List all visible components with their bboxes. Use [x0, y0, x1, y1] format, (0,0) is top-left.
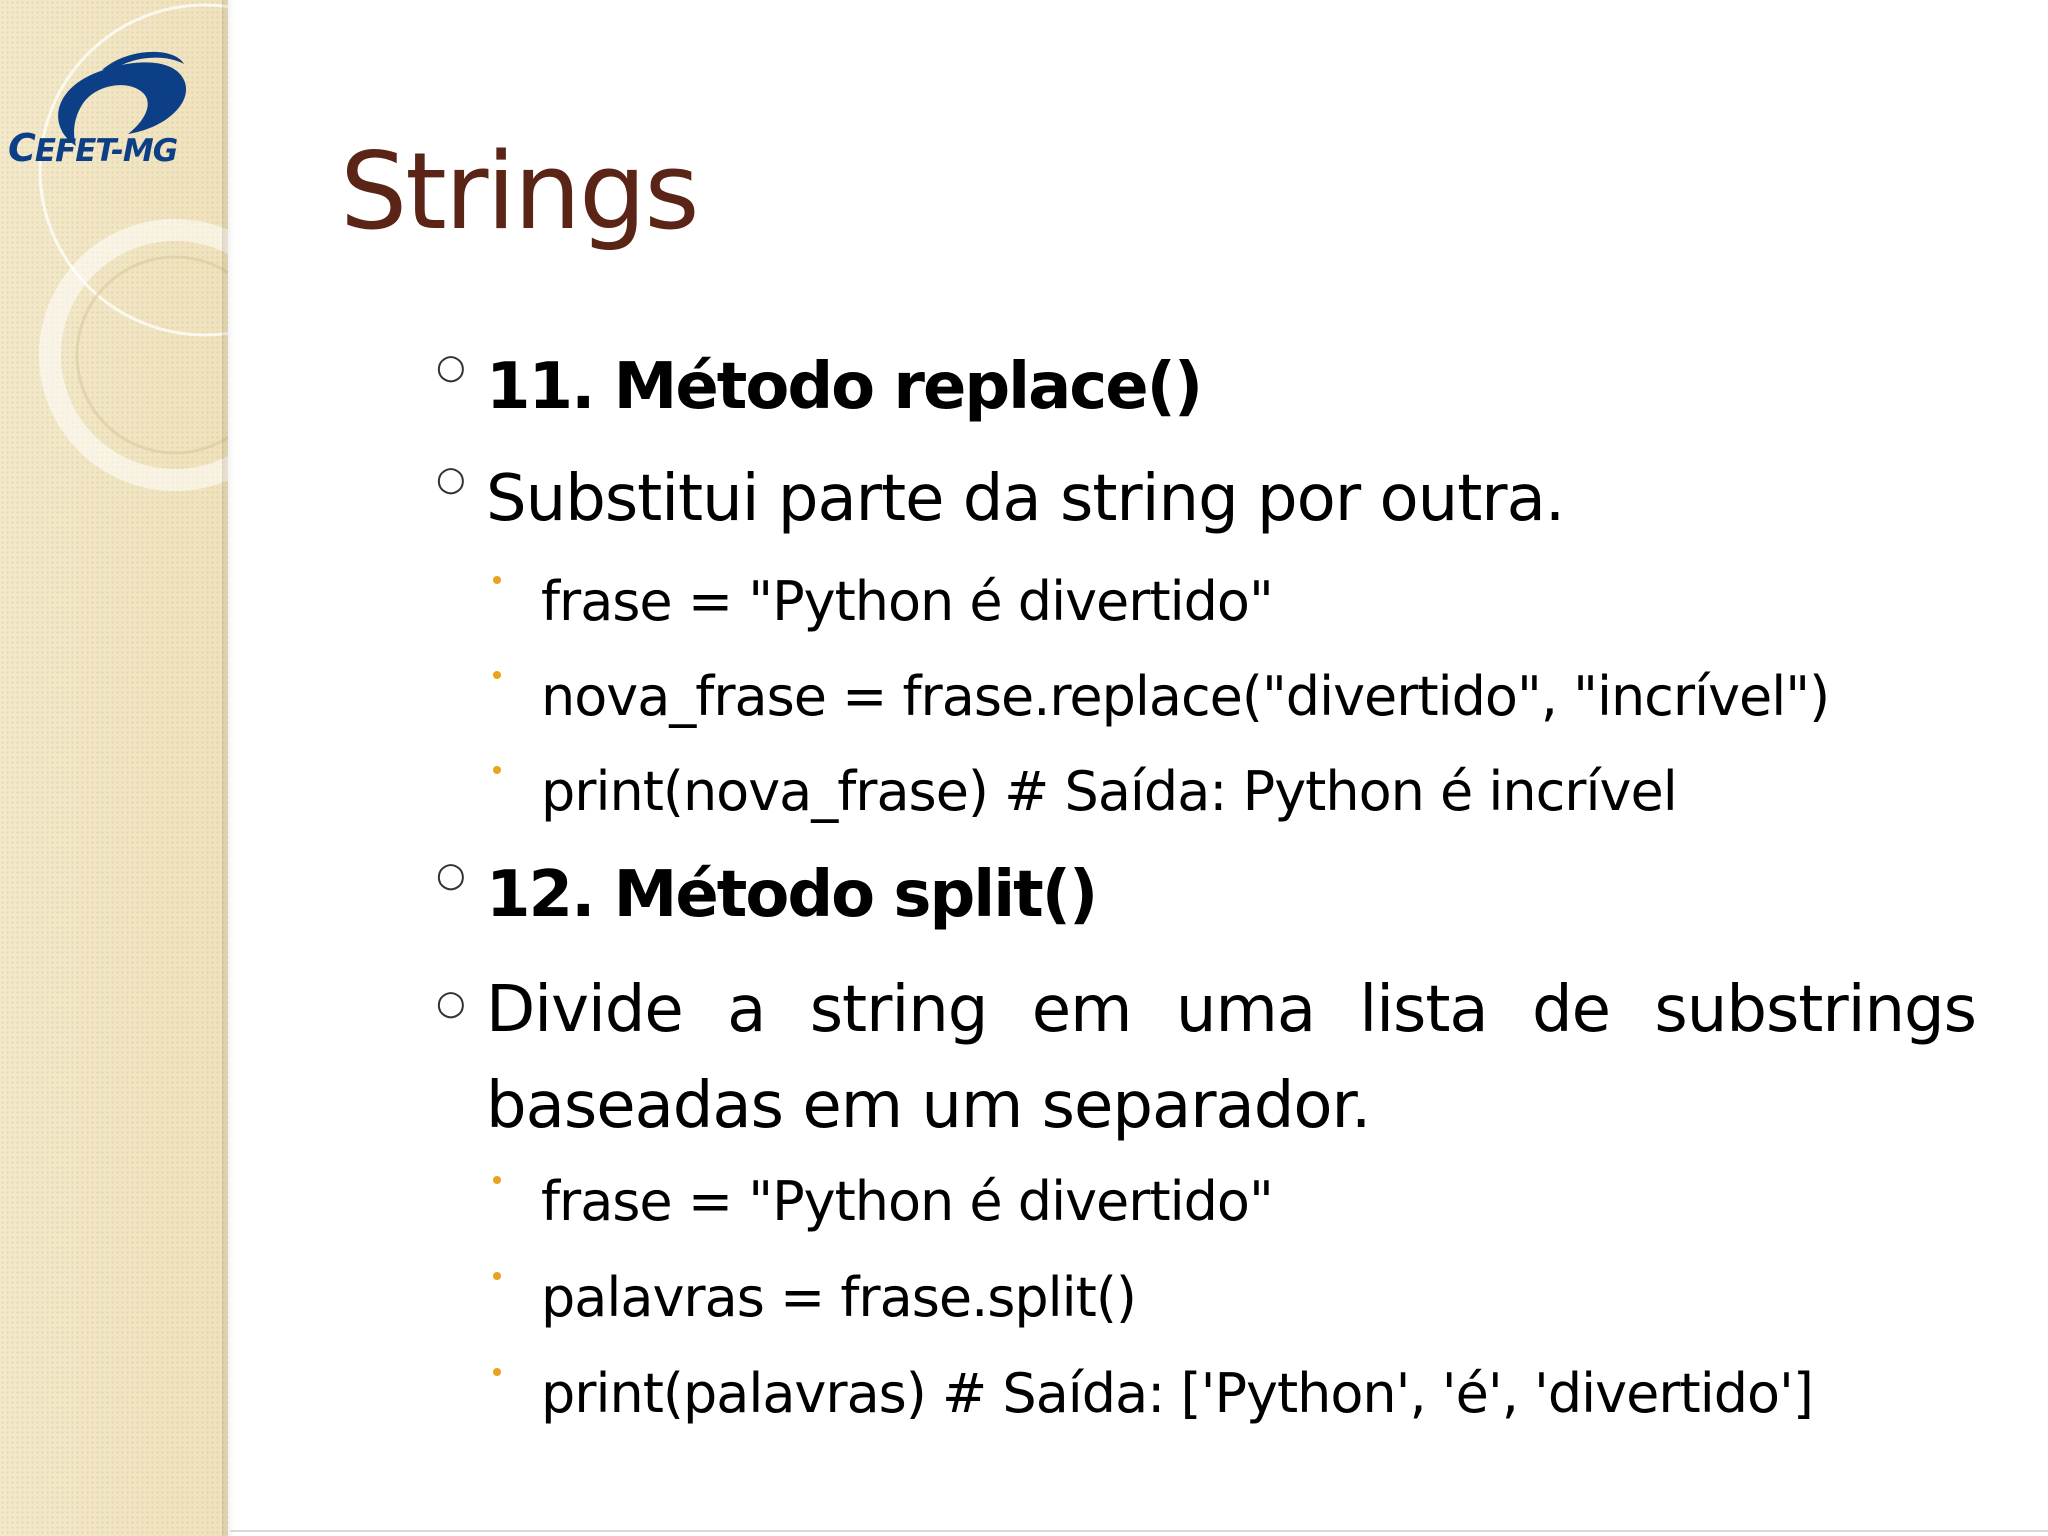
list-item-text: print(palavras) # Saída: ['Python', 'é', 'divertido']	[541, 1362, 1813, 1425]
circle-bullet-icon: ○	[436, 459, 465, 499]
list-item-text: palavras = frase.split()	[541, 1266, 1136, 1329]
slide-title: Strings	[340, 130, 698, 253]
list-item	[436, 347, 1202, 424]
circle-bullet-icon: ○	[436, 855, 464, 895]
sidebar-shadow	[222, 0, 234, 1536]
list-item-text: Divide a string em uma lista de substrings baseadas em um separador.	[486, 973, 1976, 1143]
list-item	[436, 855, 1097, 932]
list-item-text: frase = "Python é divertido"	[541, 570, 1273, 633]
list-item	[541, 665, 1829, 728]
list-item-text: frase = "Python é divertido"	[541, 1170, 1273, 1233]
list-item	[541, 1362, 1813, 1425]
dot-bullet-icon	[493, 1368, 501, 1376]
list-item-text: 12. Método split()	[486, 858, 1097, 932]
list-item-text: 11. Método replace()	[486, 350, 1202, 424]
circle-bullet-icon: ○	[436, 347, 464, 387]
list-item-text: print(nova_frase) # Saída: Python é incrível	[541, 760, 1677, 823]
dot-bullet-icon	[493, 671, 501, 679]
sidebar-decoration	[0, 0, 228, 1536]
list-item-text: nova_frase = frase.replace("divertido", "incrível")	[541, 665, 1830, 728]
footer-divider	[230, 1530, 2048, 1532]
list-item-text: Substitui parte da string por outra.	[486, 462, 1565, 536]
list-item	[436, 459, 1565, 536]
list-item	[541, 1170, 1273, 1233]
list-item	[541, 1266, 1136, 1329]
circle-bullet-icon: ○	[436, 983, 465, 1023]
dot-bullet-icon	[493, 1272, 501, 1280]
logo-text: CEFET-MG	[8, 126, 178, 170]
list-item	[436, 962, 1976, 1154]
list-item	[541, 760, 1677, 823]
dot-bullet-icon	[493, 766, 501, 774]
dot-bullet-icon	[493, 1176, 501, 1184]
list-item	[541, 570, 1273, 633]
dot-bullet-icon	[493, 576, 501, 584]
